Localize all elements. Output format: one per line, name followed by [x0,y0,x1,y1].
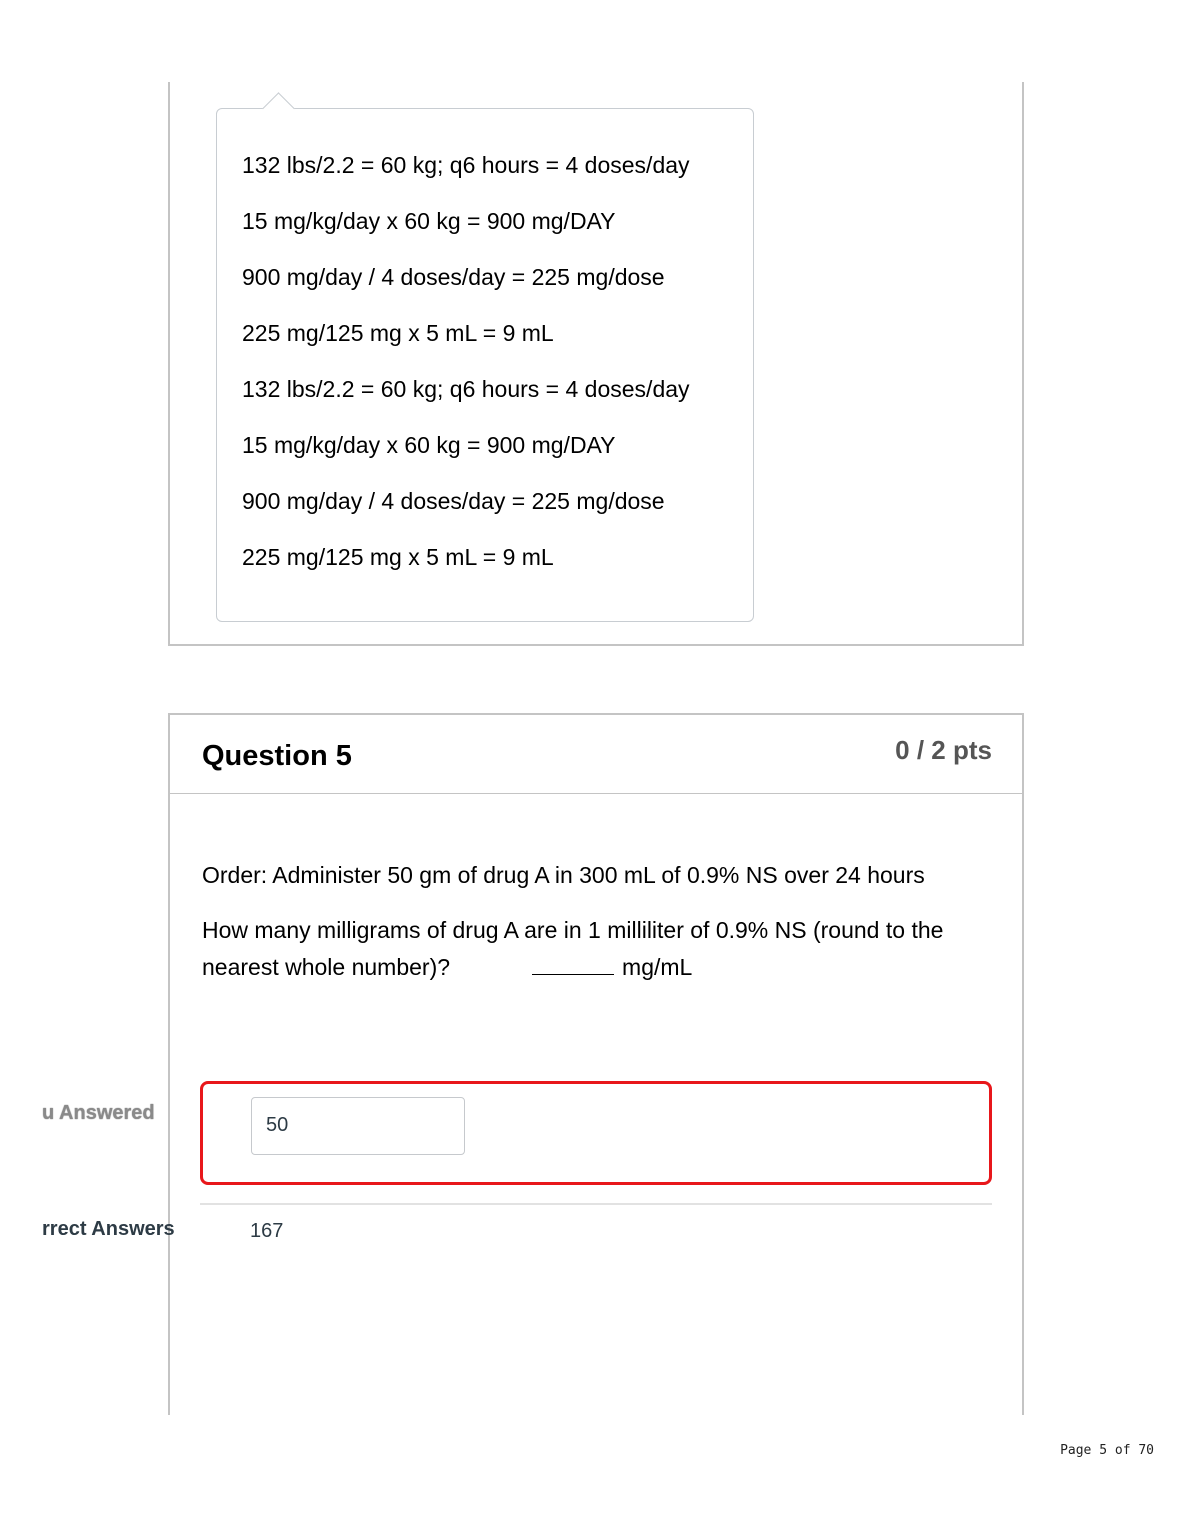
your-answer-field[interactable]: 50 [251,1097,465,1155]
question-header [170,715,1022,794]
feedback-comment-bubble [216,108,754,622]
feedback-line: 15 mg/kg/day x 60 kg = 900 mg/DAY [242,432,616,458]
page-number: Page 5 of 70 [1060,1443,1154,1458]
feedback-line: 225 mg/125 mg x 5 mL = 9 mL [242,544,554,570]
question-order-text: Order: Administer 50 gm of drug A in 300 mL of 0.9% NS over 24 hours [202,862,925,888]
previous-question-panel [168,82,1024,646]
feedback-line: 900 mg/day / 4 doses/day = 225 mg/dose [242,264,665,290]
question-5-panel [168,713,1024,1415]
answer-unit: mg/mL [622,954,693,980]
feedback-line: 132 lbs/2.2 = 60 kg; q6 hours = 4 doses/day [242,152,690,178]
question-prompt [202,912,992,986]
question-points: 0 / 2 pts [895,735,992,765]
your-answer-box [200,1081,992,1185]
correct-answers-label: rrect Answers [42,1218,175,1240]
answer-blank [532,954,614,975]
feedback-line: 132 lbs/2.2 = 60 kg; q6 hours = 4 doses/day [242,376,690,402]
correct-answer-value: 167 [250,1220,284,1242]
bubble-pointer [262,92,295,125]
question-title: Question 5 [202,740,352,772]
feedback-lines [242,151,690,599]
question-body [202,857,992,1004]
feedback-line: 15 mg/kg/day x 60 kg = 900 mg/DAY [242,208,616,234]
feedback-line: 225 mg/125 mg x 5 mL = 9 mL [242,320,554,346]
answer-divider [200,1203,992,1205]
you-answered-label: u Answered [42,1102,155,1124]
feedback-line: 900 mg/day / 4 doses/day = 225 mg/dose [242,488,665,514]
question-prompt-text: How many milligrams of drug A are in 1 milliliter of 0.9% NS (round to the nearest whole number)? [202,917,944,980]
